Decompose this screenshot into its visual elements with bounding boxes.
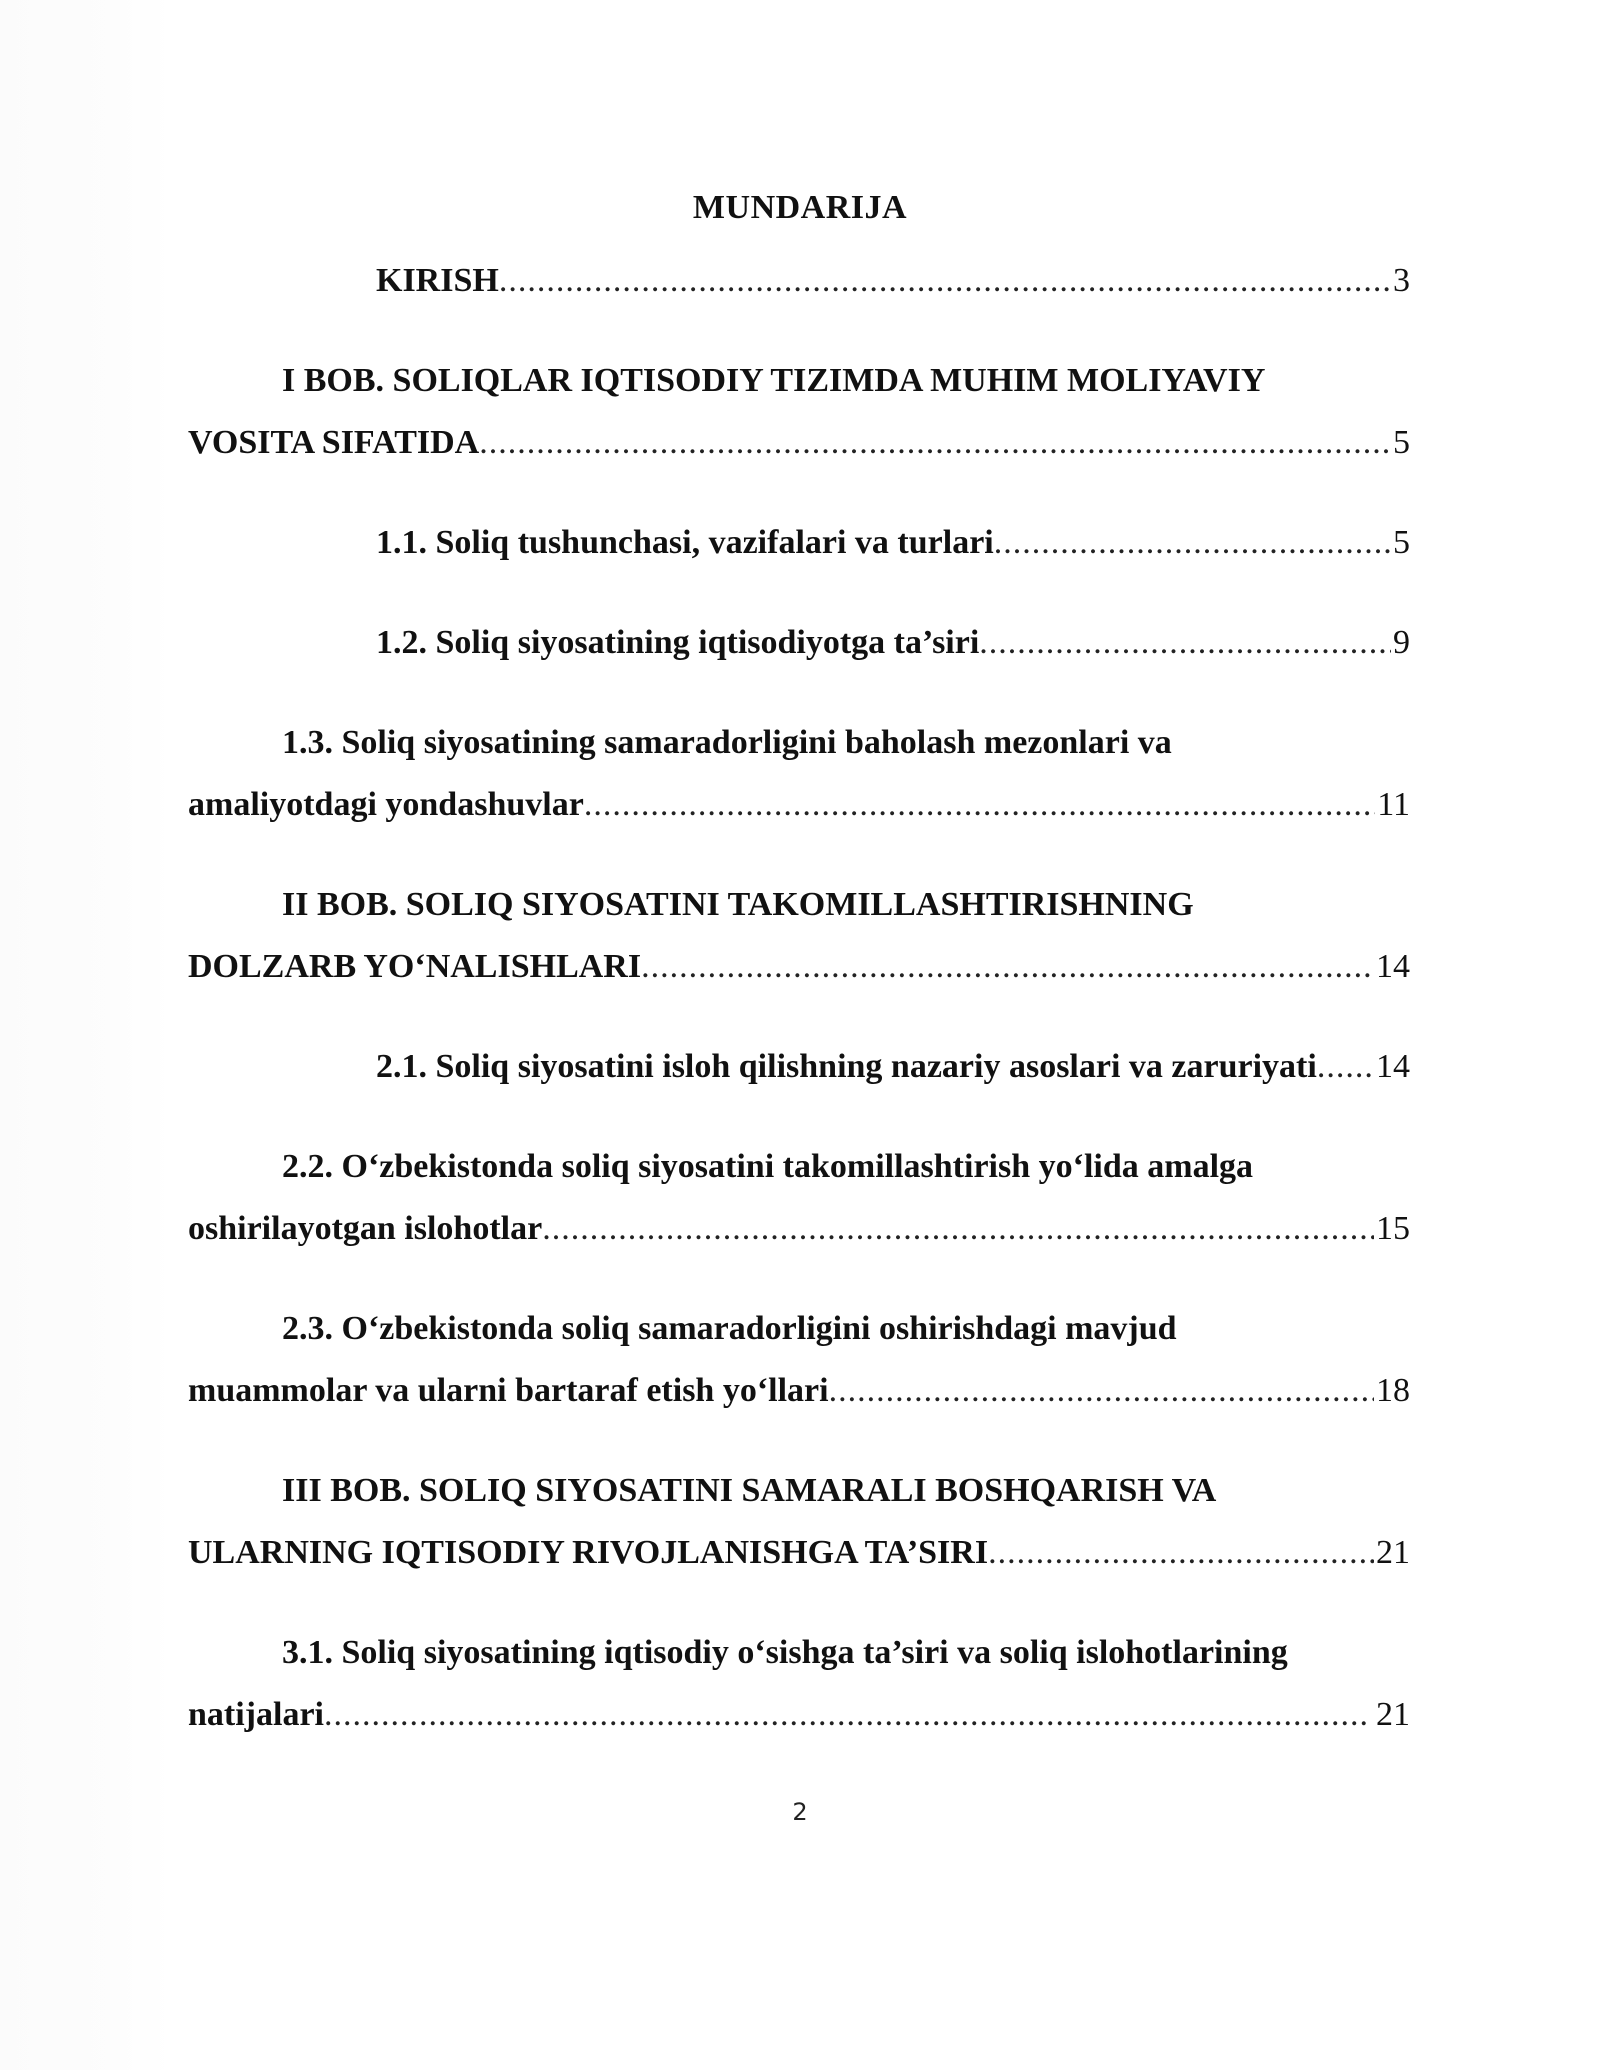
dot-leader bbox=[979, 612, 1391, 674]
toc-page-number: 5 bbox=[1393, 424, 1410, 461]
toc-entry-section-1-1[interactable] bbox=[188, 512, 1410, 574]
toc-entry-label: 3.1. Soliq siyosatining iqtisodiy o‘sishga ta’siri va soliq islohotlarining bbox=[282, 1634, 1288, 1671]
toc-entry-label-continued: DOLZARB YO‘NALISHLARI bbox=[188, 948, 642, 985]
toc-entry-label-continued: natijalari bbox=[188, 1696, 324, 1733]
toc-entry-section-2-2[interactable] bbox=[188, 1136, 1410, 1260]
toc-page-number: 14 bbox=[1376, 948, 1410, 985]
dot-leader bbox=[324, 1684, 1366, 1746]
toc-page-number: 21 bbox=[1367, 1696, 1410, 1733]
document-title: MUNDARIJA bbox=[692, 189, 908, 226]
toc-entry-section-1-3[interactable] bbox=[188, 712, 1410, 836]
toc-page-number: 5 bbox=[1393, 524, 1410, 561]
toc-entry-chapter-3[interactable] bbox=[188, 1460, 1410, 1584]
toc-entry-label: 2.3. O‘zbekistonda soliq samaradorligini oshirishdagi mavjud bbox=[282, 1310, 1177, 1347]
dot-leader bbox=[641, 936, 1374, 998]
toc-page-number: 15 bbox=[1376, 1210, 1410, 1247]
toc-entry-label: 1.3. Soliq siyosatining samaradorligini baholash mezonlari va bbox=[282, 724, 1172, 761]
dot-leader bbox=[988, 1522, 1374, 1584]
toc-page-number: 21 bbox=[1376, 1534, 1410, 1571]
dot-leader bbox=[829, 1360, 1374, 1422]
toc-entry-section-3-1[interactable] bbox=[188, 1622, 1410, 1746]
dot-leader bbox=[584, 774, 1375, 836]
toc-page-number: 14 bbox=[1376, 1048, 1410, 1085]
toc-entry-label: 1.2. Soliq siyosatining iqtisodiyotga ta’siri bbox=[376, 624, 980, 661]
toc-entry-label: II BOB. SOLIQ SIYOSATINI TAKOMILLASHTIRISHNING bbox=[282, 886, 1194, 923]
toc-entry-section-1-2[interactable] bbox=[188, 612, 1410, 674]
toc-entry-label-continued: VOSITA SIFATIDA bbox=[188, 424, 480, 461]
toc-entry-label-continued: amaliyotdagi yondashuvlar bbox=[188, 786, 584, 823]
toc-entry-label-continued: muammolar va ularni bartaraf etish yo‘llari bbox=[188, 1372, 829, 1409]
dot-leader bbox=[479, 412, 1391, 474]
page-edge-shadow bbox=[0, 0, 172, 2070]
toc-entry-label: 2.2. O‘zbekistonda soliq siyosatini takomillashtirish yo‘lida amalga bbox=[282, 1148, 1254, 1185]
toc-entry-chapter-2[interactable] bbox=[188, 874, 1410, 998]
dot-leader bbox=[1317, 1036, 1374, 1098]
toc-entry-label-continued: oshirilayotgan islohotlar bbox=[188, 1210, 543, 1247]
toc-entry-label-continued: ULARNING IQTISODIY RIVOJLANISHGA TA’SIRI bbox=[188, 1534, 989, 1571]
toc-entry-label: KIRISH bbox=[376, 262, 499, 299]
toc-page-number: 3 bbox=[1393, 262, 1410, 299]
toc-entry-label: I BOB. SOLIQLAR IQTISODIY TIZIMDA MUHIM MOLIYAVIY bbox=[282, 362, 1266, 399]
toc-page-number: 9 bbox=[1393, 624, 1410, 661]
toc-entry-label: 2.1. Soliq siyosatini isloh qilishning nazariy asoslari va zaruriyati bbox=[376, 1048, 1317, 1085]
toc-entry-label: III BOB. SOLIQ SIYOSATINI SAMARALI BOSHQARISH VA bbox=[282, 1472, 1217, 1509]
dot-leader bbox=[542, 1198, 1374, 1260]
toc-entry-chapter-1[interactable] bbox=[188, 350, 1410, 474]
toc-entry-section-2-1[interactable] bbox=[188, 1036, 1410, 1098]
toc-entry-section-2-3[interactable] bbox=[188, 1298, 1410, 1422]
page-number: 2 bbox=[792, 1798, 808, 1826]
dot-leader bbox=[994, 512, 1391, 574]
dot-leader bbox=[499, 250, 1391, 312]
toc-entry-label: 1.1. Soliq tushunchasi, vazifalari va turlari bbox=[376, 524, 994, 561]
toc-page-number: 11 bbox=[1377, 786, 1410, 823]
toc-entry-kirish[interactable] bbox=[188, 250, 1410, 312]
toc-page-number: 18 bbox=[1376, 1372, 1410, 1409]
table-of-contents bbox=[188, 250, 1410, 1746]
